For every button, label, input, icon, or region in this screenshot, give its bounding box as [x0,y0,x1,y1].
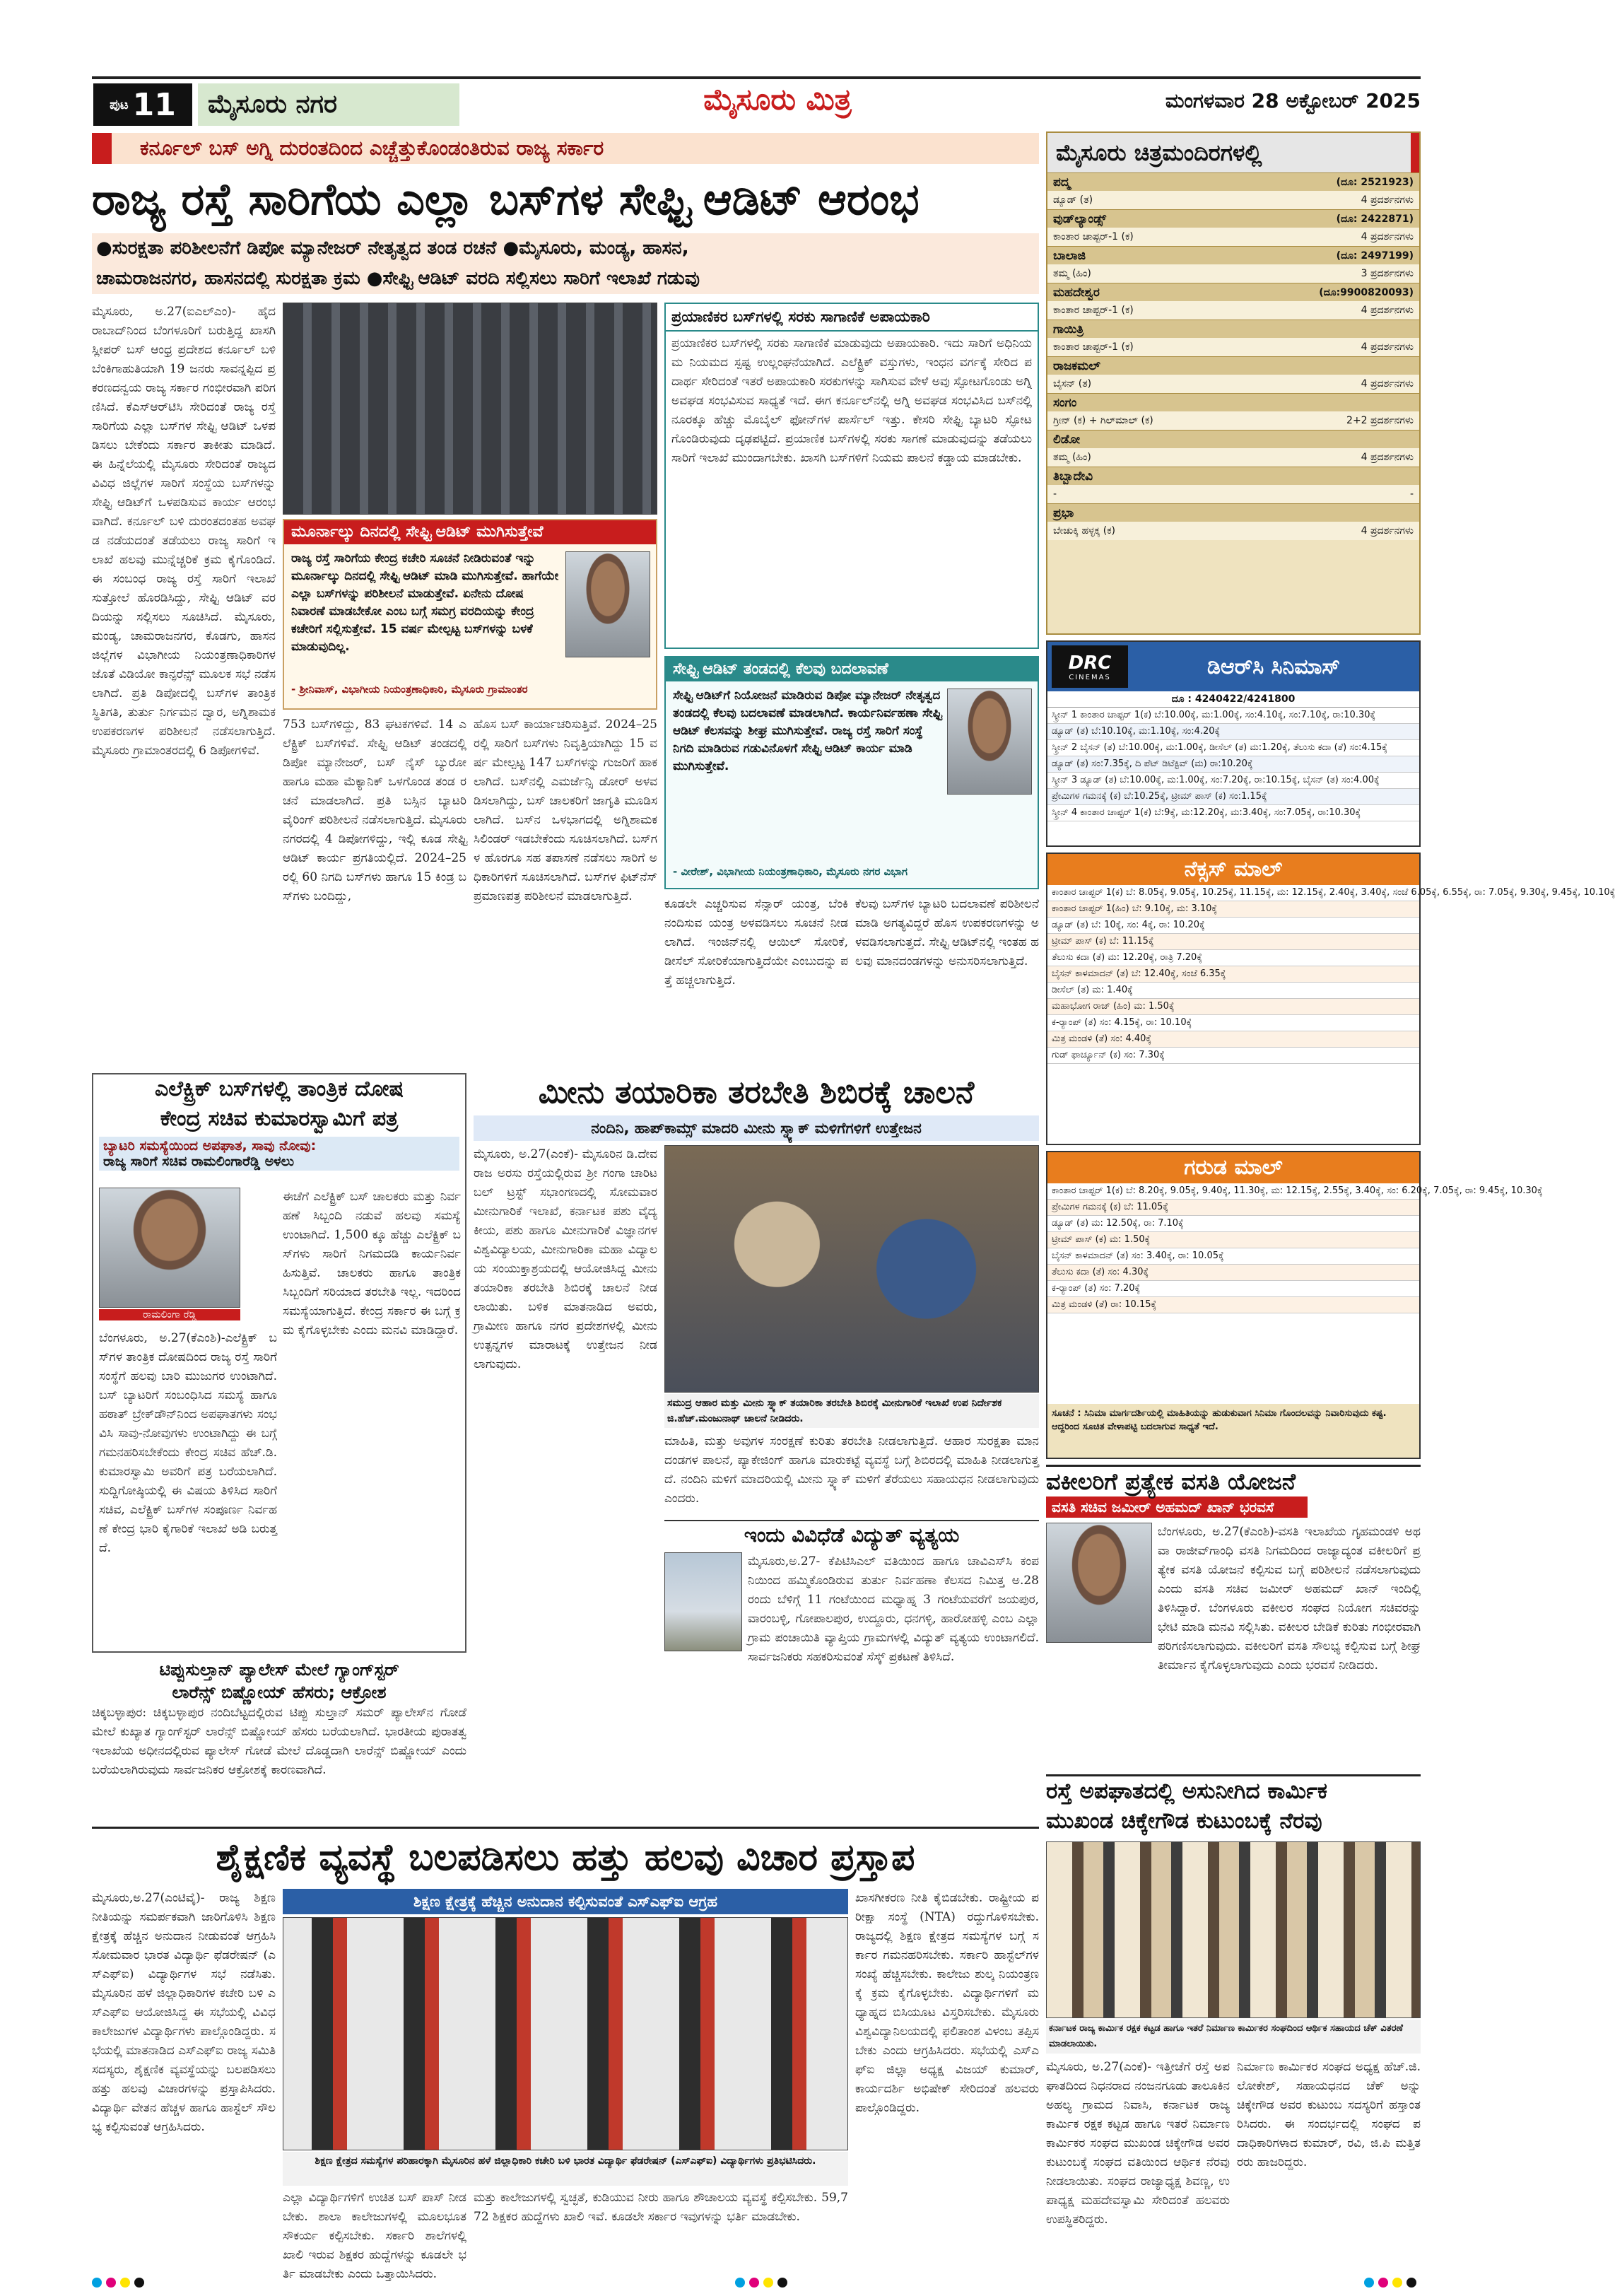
hostel-text: ಬೆಂಗಳೂರು, ಅ.27(ಕೆಎಂಶಿ)-ವಸತಿ ಇಲಾಖೆಯ ಗೃಹಮಂಡಳಿ ಅಥವಾ ರಾಜೀವ್‌ಗಾಂಧಿ ವಸತಿ ನಿಗಮದಿಂದ ರಾಜ್ಯಾದ್ಯಂತ ವಕೀಲರಿಗೆ ಪ್ರತ್ಯೇಕ ವಸತಿ ಯೋಜನೆ ಕಲ್ಪಿಸುವ ಬಗ್ಗೆ ಪರಿಶೀಲನೆ ನಡೆಸಲಾಗುವುದು ಎಂದು ವಸತಿ ಸಚಿವ ಜಮೀರ್ ಅಹಮದ್ ಖಾನ್ ಇಂದಿಲ್ಲಿ ತಿಳಿಸಿದ್ದಾರೆ. ಬೆಂಗಳೂರು ವಕೀಲರ ಸಂಘದ ನಿಯೋಗ ಸಚಿವರನ್ನು ಭೇಟಿ ಮಾಡಿ ಮನವಿ ಸಲ್ಲಿಸಿತು. ವಕೀಲರ ಬೇಡಿಕೆ ಕುರಿತು ಗಂಭೀರವಾಗಿ ಪರಿಗಣಿಸಲಾಗುವುದು. ವಕೀಲರಿಗೆ ವಸತಿ ಸೌಲಭ್ಯ ಕಲ್ಪಿಸುವ ಬಗ್ಗೆ ಶೀಘ್ರ ತೀರ್ಮಾನ ಕೈಗೊಳ್ಳಲಾಗುವುದು ಎಂದು ಭರವಸೆ ನೀಡಿದರು. [1158,1525,1421,1673]
showtime-row: ಸ್ಕ್ರೀನ್ 2 ಬೈಸನ್ (ತ) ಬೆ:10.00ಕ್ಕೆ, ಮ:1.00ಕ್ಕೆ, ಡೀಸೆಲ್ (ತ) ಮ:1.20ಕ್ಕೆ, ತೆಲುಸು ಕದಾ (ತೆ) ಸಂ:4.15ಕ್ಕೆ [1047,740,1419,756]
theatre-name [1047,209,1419,228]
power-pole-photo [664,1552,742,1651]
registration-dot [1378,2278,1388,2288]
garuda-note: ಸೂಚನೆ : ಸಿನಿಮಾ ಮಾರ್ಗದರ್ಶಿಯಲ್ಲಿ ಮಾಹಿತಿಯನ್ನು ಹುಡುಕುವಾಗ ಸಿನಿಮಾ ಗೊಂದಲವನ್ನು ನಿವಾರಿಸುವುದು ಕಷ್ಟ. ಆದ್ದರಿಂದ ಸೂಚಿತ ವೇಳಾಪಟ್ಟಿ ಬದಲಾಗುವ ಸಾಧ್ಯತೆ ಇದೆ. [1047,1404,1419,1458]
film-row [1047,375,1419,393]
film-shows: 4 ಪ್ರದರ್ಶನಗಳು [1361,525,1414,537]
theatre-name [1047,283,1419,301]
nexus-title: ನೆಕ್ಸಸ್ ಮಾಲ್ [1047,854,1419,885]
theatre-name [1047,320,1419,338]
film-row [1047,264,1419,283]
film-shows: 4 ಪ್ರದರ್ಶನಗಳು [1361,378,1414,390]
lead-bullets-line2: ಚಾಮರಾಜನಗರ, ಹಾಸನದಲ್ಲಿ ಸುರಕ್ಷತಾ ಕ್ರಮ ●ಸೇಫ್ಟಿ ಆಡಿಟ್ ವರದಿ ಸಲ್ಲಿಸಲು ಸಾರಿಗೆ ಇಲಾಖೆ ಗಡುವು [96,268,700,289]
showtime-row: ಗುಡ್ ಫಾರ್ಚ್ಯೂನ್ (ಕ) ಸಂ: 7.30ಕ್ಕೆ [1047,1048,1419,1064]
accident-story [1046,1774,1421,2271]
film-row [1047,485,1419,503]
quote2-headline: ಸೇಫ್ಟಿ ಆಡಿಟ್ ತಂಡದಲ್ಲಿ ಕೆಲವು ಬದಲಾವಣೆ [666,657,1038,681]
showtime-row: ಮಿತ್ರ ಮಂಡಳಿ (ತೆ) ರಾ: 10.15ಕ್ಕೆ [1047,1297,1419,1313]
cinemas-header: ಮೈಸೂರು ಚಿತ್ರಮಂದಿರಗಳಲ್ಲಿ [1047,133,1419,172]
film-shows: 4 ಪ್ರದರ್ಶನಗಳು [1361,452,1414,463]
drc-logo: DRC CINEMAS [1052,645,1128,688]
quote1-headline: ಮೂರ್ನಾಲ್ಕು ದಿನದಲ್ಲಿ ಸೇಫ್ಟಿ ಆಡಿಟ್ ಮುಗಿಸುತ್ತೇವೆ [284,520,656,544]
garuda-panel [1046,1151,1543,1459]
film-row [1047,228,1419,246]
tipu-text: ಚಿಕ್ಕಬಳ್ಳಾಪುರ: ಚಿಕ್ಕಬಳ್ಳಾಪುರ ನಂದಿಬೆಟ್ಟದಲ್ಲಿರುವ ಟಿಪ್ಪು ಸುಲ್ತಾನ್ ಸಮರ್ ಪ್ಯಾಲೇಸ್‌ನ ಗೋಡೆ ಮೇಲೆ ಕುಖ್ಯಾತ ಗ್ಯಾಂಗ್‌ಸ್ಟರ್ ಲಾರೆನ್ಸ್ ಬಿಷ್ಣೋಯ್ ಹೆಸರು ಬರೆಯಲಾಗಿದೆ. ಭಾರತೀಯ ಪುರಾತತ್ವ ಇಲಾಖೆಯ ಅಧೀನದಲ್ಲಿರುವ ಪ್ಯಾಲೇಸ್ ಗೋಡೆ ಮೇಲೆ ದೊಡ್ಡದಾಗಿ ಲಾರೆನ್ಸ್ ಬಿಷ್ಣೋಯ್ ಎಂದು ಬರೆಯಲಾಗಿರುವುದು ಸಾರ್ವಜನಿಕರ ಆಕ್ರೋಶಕ್ಕೆ ಕಾರಣವಾಗಿದೆ. [92,1706,466,1777]
accident-col1: ಮೈಸೂರು, ಅ.27(ಎಂಕೆ)- ಇತ್ತೀಚೆಗೆ ರಸ್ತೆ ಅಪಘಾತದಿಂದ ನಿಧನರಾದ ನಂಜನಗೂಡು ತಾಲೂಕಿನ ಅಹಲ್ಯ ಗ್ರಾಮದ ನಿವಾಸಿ, ಕರ್ನಾಟಕ ರಾಜ್ಯ ಕಾರ್ಮಿಕ ರಕ್ಷಕ ಕಟ್ಟಡ ಹಾಗೂ ಇತರೆ ನಿರ್ಮಾಣ ಕಾರ್ಮಿಕರ ಸಂಘದ ಮುಖಂಡ ಚಿಕ್ಕೇಗೌಡ ಅವರ ಕುಟುಂಬಕ್ಕೆ ಸಂಘದ ವತಿಯಿಂದ ಆರ್ಥಿಕ ನೆರವು ನೀಡಲಾಯಿತು. ಸಂಘದ ರಾಜ್ಯಾಧ್ಯಕ್ಷ ಶಿವಣ್ಣ, ಉಪಾಧ್ಯಕ್ಷ ಮಹದೇವಸ್ವಾಮಿ ಸೇರಿದಂತೆ ಹಲವರು ಉಪಸ್ಥಿತರಿದ್ದರು. [1046,2060,1230,2227]
theatre-phone: (ದೂ:9900820093) [1319,286,1414,298]
accident-col2: ನಿರ್ಮಾಣ ಕಾರ್ಮಿಕರ ಸಂಘದ ಅಧ್ಯಕ್ಷ ಹೆಚ್.ಜಿ.ಲೋಕೇಶ್, ಸಹಾಯಧನದ ಚೆಕ್ ಅನ್ನು ಚಿಕ್ಕೇಗೌಡ ಅವರ ಕುಟುಂಬ ಸದಸ್ಯರಿಗೆ ಹಸ್ತಾಂತರಿಸಿದರು. ಈ ಸಂದರ್ಭದಲ್ಲಿ ಸಂಘದ ಪದಾಧಿಕಾರಿಗಳಾದ ಕುಮಾರ್, ರವಿ, ಜಿ.ಪಿ ಮತ್ತಿತರರು ಹಾಜರಿದ್ದರು. [1237,2060,1421,2169]
drc-title: ಡಿಆರ್‌ಸಿ ಸಿನಿಮಾಸ್ [1206,654,1341,679]
electric-headline1: ಎಲೆಕ್ಟ್ರಿಕ್ ಬಸ್‌ಗಳಲ್ಲಿ ತಾಂತ್ರಿಕ ದೋಷ [155,1077,404,1101]
showtime-row: ಬೈಸನ್ ಕಾಳಮಾದನ್ (ತ) ಸಂ: 3.40ಕ್ಕೆ, ರಾ: 10.05ಕ್ಕೆ [1047,1248,1419,1265]
edu-subhead: ಶಿಕ್ಷಣ ಕ್ಷೇತ್ರಕ್ಕೆ ಹೆಚ್ಚಿನ ಅನುದಾನ ಕಲ್ಪಿಸುವಂತೆ ಎಸ್‌ಎಫ್‌ಐ ಆಗ್ರಹ [283,1889,848,1914]
quote1-text: ರಾಜ್ಯ ರಸ್ತೆ ಸಾರಿಗೆಯ ಕೇಂದ್ರ ಕಚೇರಿ ಸೂಚನೆ ನೀಡಿರುವಂತೆ ಇನ್ನು ಮೂರ್ನಾಲ್ಕು ದಿನದಲ್ಲಿ ಸೇಫ್ಟಿ ಆಡಿಟ್ ಮಾಡಿ ಮುಗಿಸುತ್ತೇವೆ. ಹಾಗೆಯೇ ಎಲ್ಲಾ ಬಸ್‌ಗಳನ್ನು ಪರಿಶೀಲನೆ ಮಾಡುತ್ತೇವೆ. ಏನೇನು ದೋಷ ನಿವಾರಣೆ ಮಾಡಬೇಕೋ ಎಂಬ ಬಗ್ಗೆ ಸಮಗ್ರ ವರದಿಯನ್ನು ಕೇಂದ್ರ ಕಚೇರಿಗೆ ಸಲ್ಲಿಸುತ್ತೇವೆ. 15 ವರ್ಷ ಮೇಲ್ಪಟ್ಟ ಬಸ್‌ಗಳನ್ನು ಬಳಕೆ ಮಾಡುವುದಿಲ್ಲ. [291,551,559,654]
edu-col1: ಮೈಸೂರು,ಅ.27(ಎಂಟಿವೈ)- ರಾಜ್ಯ ಶಿಕ್ಷಣ ನೀತಿಯನ್ನು ಸಮರ್ಪಕವಾಗಿ ಜಾರಿಗೊಳಿಸಿ ಶಿಕ್ಷಣ ಕ್ಷೇತ್ರಕ್ಕೆ ಹೆಚ್ಚಿನ ಅನುದಾನ ನೀಡುವಂತೆ ಆಗ್ರಹಿಸಿ ಸೋಮವಾರ ಭಾರತ ವಿದ್ಯಾರ್ಥಿ ಫೆಡರೇಷನ್ (ಎಸ್‌ಎಫ್‌ಐ) ವಿದ್ಯಾರ್ಥಿಗಳ ಸಭೆ ನಡೆಸಿತು. ಮೈಸೂರಿನ ಹಳೆ ಜಿಲ್ಲಾಧಿಕಾರಿಗಳ ಕಚೇರಿ ಬಳಿ ಎಸ್‌ಎಫ್‌ಐ ಆಯೋಜಿಸಿದ್ದ ಈ ಸಭೆಯಲ್ಲಿ ವಿವಿಧ ಕಾಲೇಜುಗಳ ವಿದ್ಯಾರ್ಥಿಗಳು ಪಾಲ್ಗೊಂಡಿದ್ದರು. ಸಭೆಯಲ್ಲಿ ಮಾತನಾಡಿದ ಎಸ್‌ಎಫ್‌ಐ ರಾಜ್ಯ ಸಮಿತಿ ಸದಸ್ಯರು, ಶೈಕ್ಷಣಿಕ ವ್ಯವಸ್ಥೆಯನ್ನು ಬಲಪಡಿಸಲು ಹತ್ತು ಹಲವು ವಿಚಾರಗಳನ್ನು ಪ್ರಸ್ತಾಪಿಸಿದರು. ವಿದ್ಯಾರ್ಥಿ ವೇತನ ಹೆಚ್ಚಳ ಹಾಗೂ ಹಾಸ್ಟೆಲ್ ಸೌಲಭ್ಯ ಕಲ್ಪಿಸುವಂತೆ ಆಗ್ರಹಿಸಿದರು. [92,1891,276,2134]
theatre-name [1047,246,1419,264]
registration-dots-left [92,2278,144,2288]
paper-name: ಮೈಸೂರು ಮಿತ್ರ [703,82,852,117]
film-row [1047,301,1419,320]
garuda-schedule [1047,1183,1543,1313]
fish-subhead: ನಂದಿನಿ, ಹಾಪ್‌ಕಾಮ್ಸ್ ಮಾದರಿ ಮೀನು ಸ್ನ್ಯಾಕ್ ಮಳಿಗೆಗಳಿಗೆ ಉತ್ತೇಜನ [474,1115,1039,1141]
accident-headline1: ರಸ್ತೆ ಅಪಘಾತದಲ್ಲಿ ಅಸುನೀಗಿದ ಕಾರ್ಮಿಕ [1046,1779,1327,1804]
lead-col2: 753 ಬಸ್‌ಗಳಿದ್ದು, 83 ಘಟಕಗಳಿವೆ. 14 ಎಲೆಕ್ಟ್ರಿಕ್ ಬಸ್‌ಗಳಿವೆ. ಸೇಫ್ಟಿ ಆಡಿಟ್ ತಂಡದಲ್ಲಿ ಡಿಪೋ ಮ್ಯಾನೇಜರ್, ಬಸ್ ನೈಸ್ ಬ್ಯುರೋ ಹಾಗೂ ಮಹಾ ಮೆಕ್ಯಾನಿಕ್ ಒಳಗೊಂಡ ತಂಡ ರಚನೆ ಮಾಡಲಾಗಿದೆ. ಪ್ರತಿ ಬಸ್ಸಿನ ಬ್ಯಾಟರಿ ವೈರಿಂಗ್ ಪರಿಶೀಲನೆ ನಡೆಸಲಾಗುತ್ತಿದೆ. ಮೈಸೂರು ನಗರದಲ್ಲಿ 4 ಡಿಪೋಗಳಿದ್ದು, ಇಲ್ಲಿ ಕೂಡ ಸೇಫ್ಟಿ ಆಡಿಟ್ ಕಾರ್ಯ ಪ್ರಗತಿಯಲ್ಲಿದೆ. 2024–25 ರಲ್ಲಿ 60 ನಿಗದಿ ಬಸ್‌ಗಳು ಹಾಗೂ 15 ಕಿಂಡ್ರ ಬಸ್‌ಗಳು ಬಂದಿದ್ದು, [283,718,466,903]
theatre-phone: (ದೂ: 2422871) [1336,213,1414,225]
lead-col3: ಹೊಸ ಬಸ್ ಕಾರ್ಯಾಚರಿಸುತ್ತಿವೆ. 2024–25 ರಲ್ಲಿ ಸಾರಿಗೆ ಬಸ್‌ಗಳು ನಿವೃತ್ತಿಯಾಗಿದ್ದು 15 ವರ್ಷ ಮೇಲ್ಪಟ್ಟ 147 ಬಸ್‌ಗಳನ್ನು ಗುಜರಿಗೆ ಹಾಕಲಾಗಿದೆ. ಬಸ್‌ನಲ್ಲಿ ಎಮರ್ಜೆನ್ಸಿ ಡೋರ್ ಅಳವಡಿಸಲಾಗಿದ್ದು, ಬಸ್ ಚಾಲಕರಿಗೆ ಜಾಗೃತಿ ಮೂಡಿಸಲಾಗಿದೆ. ಬಸ್‌ನ ಒಳಭಾಗದಲ್ಲಿ ಅಗ್ನಿಶಾಮಕ ಸಿಲಿಂಡರ್ ಇಡಬೇಕೆಂದು ಸೂಚಿಸಲಾಗಿದೆ. ಬಸ್‌ಗಳ ಹೊರಗೂ ಸಹ ತಪಾಸಣೆ ನಡೆಸಲು ಸಾರಿಗೆ ಅಧಿಕಾರಿಗಳಿಗೆ ಸೂಚಿಸಲಾಗಿದೆ. ಬಸ್‌ಗಳ ಫಿಟ್‌ನೆಸ್ ಪ್ರಮಾಣಪತ್ರ ಪರಿಶೀಲನೆ ಮಾಡಲಾಗುತ್ತಿದೆ. [474,718,657,903]
film-shows: 4 ಪ್ರದರ್ಶನಗಳು [1361,194,1414,206]
theatre-phone: (ದೂ: 2497199) [1336,250,1414,262]
film-row [1047,191,1419,209]
showtime-row: ಸ್ಕ್ರೀನ್ 4 ಕಾಂತಾರ ಚಾಪ್ಟರ್ 1(ಕ) ಬೆ:9ಕ್ಕೆ, ಮ:12.20ಕ್ಕೆ, ಮ:3.40ಕ್ಕೆ, ಸಂ:7.05ಕ್ಕೆ, ರಾ:10.30ಕ್ಕೆ [1047,805,1419,821]
electric-col1: ಬೆಂಗಳೂರು, ಅ.27(ಕೆಎಂಶಿ)-ಎಲೆಕ್ಟ್ರಿಕ್ ಬಸ್‌ಗಳ ತಾಂತ್ರಿಕ ದೋಷದಿಂದ ರಾಜ್ಯ ರಸ್ತೆ ಸಾರಿಗೆ ಸಂಸ್ಥೆಗೆ ಹಲವು ಬಾರಿ ಮುಜುಗರ ಉಂಟಾಗಿದೆ. ಬಸ್ ಬ್ಯಾಟರಿಗೆ ಸಂಬಂಧಿಸಿದ ಸಮಸ್ಯೆ ಹಾಗೂ ಹಠಾತ್ ಬ್ರೇಕ್‌ಡೌನ್‌ನಿಂದ ಅಪಘಾತಗಳು ಸಂಭವಿಸಿ ಸಾವು-ನೋವುಗಳು ಉಂಟಾಗಿದ್ದು ಈ ಬಗ್ಗೆ ಗಮನಹರಿಸಬೇಕೆಂದು ಕೇಂದ್ರ ಸಚಿವ ಹೆಚ್.ಡಿ. ಕುಮಾರಸ್ವಾಮಿ ಅವರಿಗೆ ಪತ್ರ ಬರೆಯಲಾಗಿದೆ. ಸುದ್ದಿಗೋಷ್ಠಿಯಲ್ಲಿ ಈ ವಿಷಯ ತಿಳಿಸಿದ ಸಾರಿಗೆ ಸಚಿವ, ಎಲೆಕ್ಟ್ರಿಕ್ ಬಸ್‌ಗಳ ಸಂಪೂರ್ಣ ನಿರ್ವಹಣೆ ಕೇಂದ್ರ ಭಾರಿ ಕೈಗಾರಿಕೆ ಇಲಾಖೆ ಅಡಿ ಬರುತ್ತದೆ. [99,1331,277,1555]
theatre-title: ವುಡ್‌ಲ್ಯಾಂಡ್ಸ್ [1053,211,1107,226]
theatre-title: ಬಾಲಾಜಿ [1053,248,1086,263]
film-title: ಬೈಸನ್ (ತ) [1053,378,1092,390]
cinemas-panel [1046,131,1421,635]
electric-headline2: ಕೇಂದ್ರ ಸಚಿವ ಕುಮಾರಸ್ವಾಮಿಗೆ ಪತ್ರ [160,1106,399,1131]
registration-dot [106,2278,116,2288]
theatre-title: ಗಾಯಿತ್ರಿ [1053,322,1084,336]
showtime-row: ಕಾಂತಾರ ಚಾಪ್ಟರ್ 1(ಕ) ಬೆ: 8.05ಕ್ಕೆ, 9.05ಕ್ಕೆ, 10.25ಕ್ಕೆ, 11.15ಕ್ಕೆ, ಮ: 12.15ಕ್ಕೆ, 2.40ಕ್ಕೆ, 3.40ಕ್ಕೆ, ಸಂಜೆ 6.05ಕ್ಕೆ, 6.55ಕ್ಕೆ, ರಾ: 7.05ಕ್ಕೆ, 9.30ಕ್ಕೆ, 9.45ಕ್ಕೆ, 10.10ಕ್ಕೆ [1047,885,1419,901]
registration-dot [735,2278,745,2288]
showtime-row: ಮಿತ್ರ ಮಂಡಳಿ (ತೆ) ಸಂ: 4.40ಕ್ಕೆ [1047,1031,1419,1048]
showtime-row: ಸ್ಕ್ರೀನ್ 3 ಡ್ಯೂಡ್ (ತ) ಬೆ:10.00ಕ್ಕೆ, ಮ:1.00ಕ್ಕೆ, ಸಂ:7.20ಕ್ಕೆ, ರಾ:10.15ಕ್ಕೆ, ಬೈಸನ್ (ತ) ಸಂ:4.00ಕ್ಕೆ [1047,773,1419,789]
theatre-title: ಮಹದೇಶ್ವರ [1053,285,1100,300]
edu-caption: ಶಿಕ್ಷಣ ಕ್ಷೇತ್ರದ ಸಮಸ್ಯೆಗಳ ಪರಿಹಾರಕ್ಕಾಗಿ ಮೈಸೂರಿನ ಹಳೆ ಜಿಲ್ಲಾಧಿಕಾರಿ ಕಚೇರಿ ಬಳಿ ಭಾರತ ವಿದ್ಯಾರ್ಥಿ ಫೆಡರೇಷನ್ (ಎಸ್‌ಎಫ್‌ಐ) ವಿದ್ಯಾರ್ಥಿಗಳು ಪ್ರತಿಭಟಿಸಿದರು. [283,2152,848,2186]
lead-bullets [92,233,1039,294]
registration-dot [763,2278,773,2288]
showtime-row: ಬೈಸನ್ ಕಾಳಮಾದನ್ (ತ) ಬೆ: 12.40ಕ್ಕೆ, ಸಂಜೆ 6.35ಕ್ಕೆ [1047,966,1419,983]
showtime-row: ಟ್ರೀಮ್ ಪಾಸ್ (ಕ) ಮ: 1.50ಕ್ಕೆ [1047,1232,1419,1248]
zameer-photo [1046,1523,1152,1643]
fish-col1: ಮೈಸೂರು, ಅ.27(ಎಂಕೆ)- ಮೈಸೂರಿನ ಡಿ.ದೇವರಾಜ ಅರಸು ರಸ್ತೆಯಲ್ಲಿರುವ ಶ್ರೀ ಗಂಗಾ ಚಾರಿಟಬಲ್ ಟ್ರಸ್ಟ್ ಸಭಾಂಗಣದಲ್ಲಿ ಸೋಮವಾರ ಮೀನುಗಾರಿಕೆ ಇಲಾಖೆ, ಕರ್ನಾಟಕ ಪಶು ವೈದ್ಯಕೀಯ, ಪಶು ಹಾಗೂ ಮೀನುಗಾರಿಕೆ ವಿಜ್ಞಾನಗಳ ವಿಶ್ವವಿದ್ಯಾಲಯ, ಮೀನುಗಾರಿಕಾ ಮಹಾ ವಿದ್ಯಾಲಯ ಸಂಯುಕ್ತಾಶ್ರಯದಲ್ಲಿ ಆಯೋಜಿಸಿದ್ದ ಮೀನು ತಯಾರಿಕಾ ತರಬೇತಿ ಶಿಬಿರಕ್ಕೆ ಚಾಲನೆ ನೀಡಲಾಯಿತು. ಬಳಿಕ ಮಾತನಾಡಿದ ಅವರು, ಗ್ರಾಮೀಣ ಹಾಗೂ ನಗರ ಪ್ರದೇಶಗಳಲ್ಲಿ ಮೀನು ಉತ್ಪನ್ನಗಳ ಮಾರಾಟಕ್ಕೆ ಉತ್ತೇಜನ ನೀಡಲಾಗುವುದು. [474,1147,657,1371]
tipu-headline1: ಟಿಪ್ಪುಸುಲ್ತಾನ್ ಪ್ಯಾಲೇಸ್ ಮೇಲೆ ಗ್ಯಾಂಗ್‌ಸ್ಟರ್ [159,1660,399,1680]
showtime-row: ಕ-ರ್‍ಯಾಂಪ್ (ತ) ಸಂ: 7.20ಕ್ಕೆ [1047,1281,1419,1297]
private-bus-text: ಪ್ರಯಾಣಿಕರ ಬಸ್‌ಗಳಲ್ಲಿ ಸರಕು ಸಾಗಾಣಿಕೆ ಮಾಡುವುದು ಅಪಾಯಕಾರಿ. ಇದು ಸಾರಿಗೆ ಅಧಿನಿಯಮ ನಿಯಮದ ಸ್ಪಷ್ಟ ಉಲ್ಲಂಘನೆಯಾಗಿದೆ. ಎಲೆಕ್ಟ್ರಿಕ್ ವಸ್ತುಗಳು, ಇಂಧನ ವರ್ಗಕ್ಕೆ ಸೇರಿದ ಪದಾರ್ಥ ಸೇರಿದಂತೆ ಇತರೆ ಅಪಾಯಕಾರಿ ಸರಕುಗಳನ್ನು ಸಾಗಿಸುವ ವೇಳೆ ಅವು ಸ್ಫೋಟಗೊಂಡು ಅಗ್ನಿ ಅವಘಡ ಸಂಭವಿಸುವ ಸಾಧ್ಯತೆ ಇದೆ. ಈಗ ಕರ್ನೂಲ್‌ನಲ್ಲಿ ಅಗ್ನಿ ಅವಘಡ ಸಂಭವಿಸಿದ ಬಸ್‌ನಲ್ಲಿ ನೂರಕ್ಕೂ ಹೆಚ್ಚು ಮೊಬೈಲ್ ಫೋನ್‌ಗಳ ಪಾರ್ಸೆಲ್ ಇತ್ತು. ಕೇಸರಿ ಸೇಫ್ಟಿ ಬ್ಯಾಟರಿ ಸ್ಫೋಟಗೊಂಡಿರುವುದು ದೃಢಪಟ್ಟಿದೆ. ಪ್ರಯಾಣಿಕ ಬಸ್‌ಗಳಲ್ಲಿ ಸರಕು ಸಾಗಣೆ ಮಾಡುವುದನ್ನು ತಡೆಯಲು ಸಾರಿಗೆ ಇಲಾಖೆ ಮುಂದಾಗಬೇಕು. ಖಾಸಗಿ ಬಸ್‌ಗಳಿಗೆ ನಿಯಮ ಪಾಲನೆ ಕಡ್ಡಾಯ ಮಾಡಬೇಕು. [671,336,1032,465]
film-row [1047,448,1419,467]
film-shows: 2+2 ಪ್ರದರ್ಶನಗಳು [1346,415,1414,426]
showtime-row: ಕಾಂತಾರ ಚಾಪ್ಟರ್ 1(ಹಿಂ) ಬೆ: 9.10ಕ್ಕೆ, ಮ: 3.10ಕ್ಕೆ [1047,901,1419,918]
section-name: ಮೈಸೂರು ನಗರ [198,83,459,126]
private-bus-headline: ಪ್ರಯಾಣಿಕರ ಬಸ್‌ಗಳಲ್ಲಿ ಸರಕು ಸಾಗಾಣಿಕೆ ಅಪಾಯಕಾರಿ [666,304,1038,332]
hostel-subhead: ವಸತಿ ಸಚಿವ ಜಮೀರ್ ಅಹಮದ್ ಖಾನ್ ಭರವಸೆ [1046,1496,1308,1518]
electric-story [92,1073,466,1653]
showtime-row: ಟ್ರೀಮ್ ಪಾಸ್ (ಕ) ಬೆ: 11.15ಕ್ಕೆ [1047,934,1419,950]
edu-headline: ಶೈಕ್ಷಣಿಕ ವ್ಯವಸ್ಥೆ ಬಲಪಡಿಸಲು ಹತ್ತು ಹಲವು ವಿಚಾರ ಪ್ರಸ್ತಾಪ [216,1837,915,1879]
showtime-row: ಡ್ಯೂಡ್ (ತ) ಮ: 12.50ಕ್ಕೆ, ರಾ: 7.10ಕ್ಕೆ [1047,1216,1419,1232]
lead-headline: ರಾಜ್ಯ ರಸ್ತೆ ಸಾರಿಗೆಯ ಎಲ್ಲಾ ಬಸ್‌ಗಳ ಸೇಫ್ಟಿ ಆಡಿಟ್ ಆರಂಭ [92,173,920,225]
fish-training-photo [664,1145,1039,1393]
sfi-protest-photo [283,1917,848,2150]
theatre-title: ರಾಜಕಮಲ್ [1053,358,1100,373]
film-row [1047,522,1419,540]
film-title: ಕಾಂತಾರ ಚಾಪ್ಟರ್-1 (ಕ) [1053,341,1134,353]
quote2-byline: - ವೀರೇಶ್, ವಿಭಾಗೀಯ ನಿಯಂತ್ರಣಾಧಿಕಾರಿ, ಮೈಸೂರು ನಗರ ವಿಭಾಗ [673,865,908,878]
registration-dots-center [735,2278,787,2288]
showtime-row: ತೆಲುಸು ಕದಾ (ತೆ) ಸಂ: 4.30ಕ್ಕೆ [1047,1265,1419,1281]
drc-phone: ದೂ : 4240422/4241800 [1047,691,1419,708]
theatre-title: ಸಂಗಂ [1053,395,1077,410]
lead-kicker-bar [92,133,1039,164]
theatre-name [1047,503,1419,522]
registration-dot [134,2278,144,2288]
registration-dot [1406,2278,1416,2288]
veeresh-photo [947,689,1032,795]
film-title: - [1053,488,1057,500]
film-shows: - [1409,488,1414,500]
showtime-row: ಡ್ಯೂಡ್ (ತ) ಬೆ: 10ಕ್ಕೆ, ಸಂ: 4ಕ್ಕೆ, ರಾ: 10.20ಕ್ಕೆ [1047,918,1419,934]
theatre-name [1047,467,1419,485]
showtime-row: ಕಾಂತಾರ ಚಾಪ್ಟರ್ 1(ಕ) ಬೆ: 8.20ಕ್ಕೆ, 9.05ಕ್ಕೆ, 9.40ಕ್ಕೆ, 11.30ಕ್ಕೆ, ಮ: 12.15ಕ್ಕೆ, 2.55ಕ್ಕೆ, 3.40ಕ್ಕೆ, ಸಂ: 6.20ಕ್ಕೆ, 7.05ಕ್ಕೆ, ರಾ: 9.45ಕ್ಕೆ, 10.30ಕ್ಕೆ [1047,1183,1419,1200]
ramalinga-reddy-photo [99,1188,240,1308]
showtime-row: ಪ್ರೇಮಿಗಳ ಗಮನಕ್ಕೆ (ಕ) ಬೆ:10.25ಕ್ಕೆ, ಟ್ರೀಮ್ ಪಾಸ್ (ಕ) ಸಂ:1.15ಕ್ಕೆ [1047,789,1419,805]
drc-panel [1046,640,1421,847]
masthead-rule [92,76,1421,79]
film-title: ಕಾಂತಾರ ಚಾಪ್ಟರ್-1 (ಕ) [1053,231,1134,242]
accident-headline2: ಮುಖಂಡ ಚಿಕ್ಕೇಗೌಡ ಕುಟುಂಬಕ್ಕೆ ನೆರವು [1046,1808,1322,1834]
nexus-schedule [1047,885,1615,1064]
cheque-handover-photo [1046,1841,1421,2018]
quote2-box [664,656,1039,889]
showtime-row: ಪ್ರೇಮಿಗಳ ಗಮನಕ್ಕೆ (ಕ) ಬೆ: 11.05ಕ್ಕೆ [1047,1200,1419,1216]
showtime-row: ಸ್ಕ್ರೀನ್ 1 ಕಾಂತಾರ ಚಾಪ್ಟರ್ 1(ಕ) ಬೆ:10.00ಕ್ಕೆ, ಮ:1.00ಕ್ಕೆ, ಸಂ:4.10ಕ್ಕೆ, ಸಂ:7.10ಕ್ಕೆ, ರಾ:10.30ಕ್ಕೆ [1047,708,1419,724]
tipu-headline2: ಲಾರೆನ್ಸ್ ಬಿಷ್ಣೋಯ್ ಹೆಸರು; ಆಕ್ರೋಶ [172,1682,387,1702]
quote2-col-a: ಕೂಡಲೇ ಎಚ್ಚರಿಸುವ ಸೆನ್ಸಾರ್ ಯಂತ್ರ, ಬೆಂಕಿ ನಂದಿಸುವ ಯಂತ್ರ ಅಳವಡಿಸಲು ಸೂಚನೆ ನೀಡಲಾಗಿದೆ. ಇಂಜಿನ್‌ನಲ್ಲಿ ಆಯಿಲ್ ಸೋರಿಕೆ, ಡೀಸೆಲ್ ಸೋರಿಕೆಯಾಗುತ್ತಿದೆಯೇ ಎಂಬುದನ್ನು ಪತ್ತೆ ಹಚ್ಚಲಾಗುತ್ತಿದೆ. [664,897,848,988]
srinivas-photo [565,551,650,657]
nexus-panel [1046,853,1615,1145]
film-title: ಗ್ರೀನ್ (ಕ) + ಗಿಲ್‌ಮಾಲ್ (ಕ) [1053,415,1153,426]
tipu-story [92,1658,466,1821]
fish-headline: ಮೀನು ತಯಾರಿಕಾ ತರಬೇತಿ ಶಿಬಿರಕ್ಕೆ ಚಾಲನೆ [538,1074,975,1111]
ramalinga-reddy-caption: ರಾಮಲಿಂಗಾ ರೆಡ್ಡಿ [99,1309,240,1320]
showtime-row: ಡ್ಯೂಡ್ (ತ) ಸಂ:7.35ಕ್ಕೆ, ದಿ ಪೆಟ್ ಡಿಟೆಕ್ಟಿವ್ (ಮ) ರಾ:10.20ಕ್ಕೆ [1047,756,1419,773]
power-headline: ಇಂದು ವಿವಿಧೆಡೆ ವಿದ್ಯುತ್ ವ್ಯತ್ಯಯ [744,1523,960,1547]
film-shows: 4 ಪ್ರದರ್ಶನಗಳು [1361,231,1414,242]
showtime-row: ತೆಲುಸು ಕದಾ (ತೆ) ಮ: 12.20ಕ್ಕೆ, ರಾತ್ರಿ 7.20ಕ್ಕೆ [1047,950,1419,966]
theatre-name [1047,393,1419,411]
power-text: ಮೈಸೂರು,ಅ.27- ಕೆಪಿಟಿಸಿಎಲ್ ವತಿಯಿಂದ ಹಾಗೂ ಚಾವಿಎಸ್‌ಸಿ ಕಂಪನಿಯಿಂದ ಹಮ್ಮಿಕೊಂಡಿರುವ ತುರ್ತು ನಿರ್ವಹಣಾ ಕೆಲಸದ ನಿಮಿತ್ತ ಅ.28 ರಂದು ಬೆಳಿಗ್ಗೆ 11 ಗಂಟೆಯಿಂದ ಮಧ್ಯಾಹ್ನ 3 ಗಂಟೆಯವರೆಗೆ ಜಯಪುರ, ವಾರಂಬಳ್ಳಿ, ಗೋಪಾಲಪುರ, ಉದ್ದೂರು, ಧನಗಳ್ಳಿ, ಹಾರೋಹಳ್ಳಿ ಎಂಬ ಎಲ್ಲಾ ಗ್ರಾಮ ಪಂಚಾಯಿತಿ ವ್ಯಾಪ್ತಿಯ ಗ್ರಾಮಗಳಲ್ಲಿ ವಿದ್ಯುತ್ ವ್ಯತ್ಯಯ ಉಂಟಾಗಲಿದೆ. ಸಾರ್ವಜನಿಕರು ಸಹಕರಿಸುವಂತೆ ಸೆಸ್ಕ್ ಪ್ರಕಟಣೆ ತಿಳಿಸಿದೆ. [748,1554,1039,1664]
electric-col2: ಈಚೆಗೆ ಎಲೆಕ್ಟ್ರಿಕ್ ಬಸ್ ಚಾಲಕರು ಮತ್ತು ನಿರ್ವಹಣೆ ಸಿಬ್ಬಂದಿ ನಡುವೆ ಹಲವು ಸಮಸ್ಯೆ ಉಂಟಾಗಿದೆ. 1,500 ಕ್ಕೂ ಹೆಚ್ಚು ಎಲೆಕ್ಟ್ರಿಕ್ ಬಸ್‌ಗಳು ಸಾರಿಗೆ ನಿಗಮದಡಿ ಕಾರ್ಯನಿರ್ವಹಿಸುತ್ತಿವೆ. ಚಾಲಕರು ಹಾಗೂ ತಾಂತ್ರಿಕ ಸಿಬ್ಬಂದಿಗೆ ಸರಿಯಾದ ತರಬೇತಿ ಇಲ್ಲ. ಇದರಿಂದ ಸಮಸ್ಯೆಯಾಗುತ್ತಿದೆ. ಕೇಂದ್ರ ಸರ್ಕಾರ ಈ ಬಗ್ಗೆ ಕ್ರಮ ಕೈಗೊಳ್ಳಬೇಕು ಎಂದು ಮನವಿ ಮಾಡಿದ್ದಾರೆ. [283,1190,461,1337]
edu-col2: ಎಲ್ಲಾ ವಿದ್ಯಾರ್ಥಿಗಳಿಗೆ ಉಚಿತ ಬಸ್ ಪಾಸ್ ನೀಡಬೇಕು. ಶಾಲಾ ಕಾಲೇಜುಗಳಲ್ಲಿ ಮೂಲಭೂತ ಸೌಕರ್ಯ ಕಲ್ಪಿಸಬೇಕು. ಸರ್ಕಾರಿ ಶಾಲೆಗಳಲ್ಲಿ ಖಾಲಿ ಇರುವ ಶಿಕ್ಷಕರ ಹುದ್ದೆಗಳನ್ನು ಕೂಡಲೇ ಭರ್ತಿ ಮಾಡಬೇಕು ಎಂದು ಒತ್ತಾಯಿಸಿದರು. [283,2191,466,2281]
fish-col2: ಮಾಹಿತಿ, ಮತ್ತು ಅವುಗಳ ಸಂರಕ್ಷಣೆ ಕುರಿತು ತರಬೇತಿ ನೀಡಲಾಗುತ್ತಿದೆ. ಆಹಾರ ಸುರಕ್ಷತಾ ಮಾನದಂಡಗಳ ಪಾಲನೆ, ಪ್ಯಾಕೇಜಿಂಗ್ ಹಾಗೂ ಮಾರುಕಟ್ಟೆ ವ್ಯವಸ್ಥೆ ಬಗ್ಗೆ ಶಿಬಿರದಲ್ಲಿ ಮಾಹಿತಿ ನೀಡಲಾಗುತ್ತದೆ. ನಂದಿನಿ ಮಳಿಗೆ ಮಾದರಿಯಲ್ಲಿ ಮೀನು ಸ್ನ್ಯಾಕ್ ಮಳಿಗೆ ತೆರೆಯಲು ಸಹಾಯಧನ ನೀಡಲಾಗುವುದು ಎಂದರು. [664,1434,1039,1506]
private-bus-box [664,303,1039,649]
bus-inspection-photo [283,303,657,515]
issue-date: ಮಂಗಳವಾರ 28 ಅಕ್ಟೋಬರ್ 2025 [1165,89,1421,112]
electric-sub2: ರಾಜ್ಯ ಸಾರಿಗೆ ಸಚಿವ ರಾಮಲಿಂಗಾರೆಡ್ಡಿ ಅಳಲು [103,1154,294,1169]
theatre-title: ಪ್ರಭಾ [1053,505,1074,520]
garuda-title: ಗರುಡ ಮಾಲ್ [1047,1152,1419,1183]
theatre-name [1047,172,1419,191]
quote1-box [283,519,657,710]
drc-schedule [1047,708,1419,821]
page-number: 11 [132,86,176,123]
lead-col1: ಮೈಸೂರು, ಅ.27(ಐಎಲ್‌ಎಂ)- ಹೈದರಾಬಾದ್‌ನಿಂದ ಬೆಂಗಳೂರಿಗೆ ಬರುತ್ತಿದ್ದ ಖಾಸಗಿ ಸ್ಲೀಪರ್ ಬಸ್ ಆಂಧ್ರ ಪ್ರದೇಶದ ಕರ್ನೂಲ್ ಬಳಿ ಬೆಂಕಿಗಾಹುತಿಯಾಗಿ 19 ಜನರು ಸಾವನ್ನಪ್ಪಿದ ಪ್ರಕರಣದನ್ವಯ ರಾಜ್ಯ ಸರ್ಕಾರ ಗಂಭೀರವಾಗಿ ಪರಿಗಣಿಸಿದೆ. ಕೆಎಸ್‌ಆರ್‌ಟಿಸಿ ಸೇರಿದಂತೆ ರಾಜ್ಯ ರಸ್ತೆ ಸಾರಿಗೆಯ ಎಲ್ಲಾ ಬಸ್‌ಗಳ ಸೇಫ್ಟಿ ಆಡಿಟ್ ಒಳಪಡಿಸಲು ಬೇಕೆಂದು ಸರ್ಕಾರ ತಾಕೀತು ಮಾಡಿದೆ. ಈ ಹಿನ್ನೆಲೆಯಲ್ಲಿ ಮೈಸೂರು ಸೇರಿದಂತೆ ರಾಜ್ಯದ ವಿವಿಧ ಜಿಲ್ಲೆಗಳ ಸಾರಿಗೆ ಸಂಸ್ಥೆಯ ಬಸ್‌ಗಳನ್ನು ಸೇಫ್ಟಿ ಆಡಿಟ್‌ಗೆ ಒಳಪಡಿಸುವ ಕಾರ್ಯ ಆರಂಭವಾಗಿದೆ. ಕರ್ನೂಲ್ ಬಳಿ ದುರಂತದಂತಹ ಅವಘಡ ನಡೆಯದಂತೆ ತಡೆಯಲು ರಾಜ್ಯ ಸಾರಿಗೆ ಇಲಾಖೆ ಹಲವು ಮುನ್ನೆಚ್ಚರಿಕೆ ಕ್ರಮ ಕೈಗೊಂಡಿದೆ. ಈ ಸಂಬಂಧ ರಾಜ್ಯ ರಸ್ತೆ ಸಾರಿಗೆ ಇಲಾಖೆ ಸುತ್ತೋಲೆ ಹೊರಡಿಸಿದ್ದು, ಸೇಫ್ಟಿ ಆಡಿಟ್ ವರದಿಯನ್ನು ಸಲ್ಲಿಸಲು ಸೂಚಿಸಿದೆ. ಮೈಸೂರು, ಮಂಡ್ಯ, ಚಾಮರಾಜನಗರ, ಕೊಡಗು, ಹಾಸನ ಜಿಲ್ಲೆಗಳ ವಿಭಾಗೀಯ ನಿಯಂತ್ರಣಾಧಿಕಾರಿಗಳ ಜೊತೆ ವಿಡಿಯೋ ಕಾನ್ಫರೆನ್ಸ್ ಮೂಲಕ ಸಭೆ ನಡೆಸಲಾಗಿದೆ. ಪ್ರತಿ ಡಿಪೋದಲ್ಲಿ ಬಸ್‌ಗಳ ತಾಂತ್ರಿಕ ಸ್ಥಿತಿಗತಿ, ತುರ್ತು ನಿರ್ಗಮನ ದ್ವಾರ, ಅಗ್ನಿಶಾಮಕ ಉಪಕರಣಗಳ ಪರಿಶೀಲನೆ ನಡೆಸಲಾಗುತ್ತಿದೆ. ಮೈಸೂರು ಗ್ರಾಮಾಂತರದಲ್ಲಿ 6 ಡಿಪೋಗಳಿವೆ. [92,305,276,758]
theatre-name [1047,356,1419,375]
showtime-row: ಡ್ಯೂಡ್ (ತ) ಬೆ:10.10ಕ್ಕೆ, ಮ:1.10ಕ್ಕೆ, ಸಂ:4.20ಕ್ಕೆ [1047,724,1419,740]
film-shows: 3 ಪ್ರದರ್ಶನಗಳು [1361,268,1414,279]
film-title: ಕಾಂತಾರ ಚಾಪ್ಟರ್-1 (ಕ) [1053,305,1134,316]
hostel-story [1046,1465,1421,1769]
edu-col4: ಖಾಸಗೀಕರಣ ನೀತಿ ಕೈಬಿಡಬೇಕು. ರಾಷ್ಟ್ರೀಯ ಪರೀಕ್ಷಾ ಸಂಸ್ಥೆ (NTA) ರದ್ದುಗೊಳಿಸಬೇಕು. ರಾಜ್ಯದಲ್ಲಿ ಶಿಕ್ಷಣ ಕ್ಷೇತ್ರದ ಸಮಸ್ಯೆಗಳ ಬಗ್ಗೆ ಸರ್ಕಾರ ಗಮನಹರಿಸಬೇಕು. ಸರ್ಕಾರಿ ಹಾಸ್ಟೆಲ್‌ಗಳ ಸಂಖ್ಯೆ ಹೆಚ್ಚಿಸಬೇಕು. ಕಾಲೇಜು ಶುಲ್ಕ ನಿಯಂತ್ರಣಕ್ಕೆ ಕ್ರಮ ಕೈಗೊಳ್ಳಬೇಕು. ವಿದ್ಯಾರ್ಥಿಗಳಿಗೆ ಮಧ್ಯಾಹ್ನದ ಬಿಸಿಯೂಟ ವಿಸ್ತರಿಸಬೇಕು. ಮೈಸೂರು ವಿಶ್ವವಿದ್ಯಾನಿಲಯದಲ್ಲಿ ಫಲಿತಾಂಶ ವಿಳಂಬ ತಪ್ಪಿಸಬೇಕು ಎಂದು ಆಗ್ರಹಿಸಿದರು. ಸಭೆಯಲ್ಲಿ ಎಸ್‌ಎಫ್‌ಐ ಜಿಲ್ಲಾ ಅಧ್ಯಕ್ಷ ವಿಜಯ್ ಕುಮಾರ್, ಕಾರ್ಯದರ್ಶಿ ಅಭಿಷೇಕ್ ಸೇರಿದಂತೆ ಹಲವರು ಪಾಲ್ಗೊಂಡಿದ್ದರು. [855,1891,1039,2115]
hostel-headline: ವಕೀಲರಿಗೆ ಪ್ರತ್ಯೇಕ ವಸತಿ ಯೋಜನೆ [1046,1465,1421,1496]
registration-dots-right [1364,2278,1416,2288]
film-row [1047,411,1419,430]
page-number-badge [93,83,192,126]
accident-caption: ಕರ್ನಾಟಕ ರಾಜ್ಯ ಕಾರ್ಮಿಕ ರಕ್ಷಕ ಕಟ್ಟಡ ಹಾಗೂ ಇತರೆ ನಿರ್ಮಾಣ ಕಾರ್ಮಿಕರ ಸಂಘದಿಂದ ಆರ್ಥಿಕ ಸಹಾಯದ ಚೆಕ್ ವಿತರಣೆ ಮಾಡಲಾಯಿತು. [1046,2020,1421,2054]
theatre-title: ತಿಬ್ಬಾದೇವಿ [1053,469,1093,484]
electric-sub1: ಬ್ಯಾಟರಿ ಸಮಸ್ಯೆಯಿಂದ ಅಪಘಾತ, ಸಾವು ನೋವು: [103,1138,317,1154]
film-shows: 4 ಪ್ರದರ್ಶನಗಳು [1361,341,1414,353]
film-row [1047,338,1419,356]
theatre-name [1047,430,1419,448]
quote2-col-b: ಕೆಲವು ಬಸ್‌ಗಳ ಬ್ಯಾಟರಿ ಬದಲಾವಣೆ ಪರಿಶೀಲನೆ ಮಾಡಿ ಅಗತ್ಯವಿದ್ದರೆ ಹೊಸ ಉಪಕರಣಗಳನ್ನು ಅಳವಡಿಸಲಾಗುತ್ತದೆ. ಸೇಫ್ಟಿ ಆಡಿಟ್‌ನಲ್ಲಿ ಇಂತಹ ಹಲವು ಮಾನದಂಡಗಳನ್ನು ಅನುಸರಿಸಲಾಗುತ್ತಿದೆ. [855,897,1039,968]
showtime-row: ಮಹಾಭೋಗ ರಾಜ್ (ಹಿಂ) ಮ: 1.50ಕ್ಕೆ [1047,999,1419,1015]
showtime-row: ಕ-ರ್‍ಯಾಂಪ್ (ತ) ಸಂ: 4.15ಕ್ಕೆ, ರಾ: 10.10ಕ್ಕೆ [1047,1015,1419,1031]
edu-col3: ಮತ್ತು ಕಾಲೇಜುಗಳಲ್ಲಿ ಸ್ವಚ್ಛತೆ, ಕುಡಿಯುವ ನೀರು ಹಾಗೂ ಶೌಚಾಲಯ ವ್ಯವಸ್ಥೆ ಕಲ್ಪಿಸಬೇಕು. 59,772 ಶಿಕ್ಷಕರ ಹುದ್ದೆಗಳು ಖಾಲಿ ಇವೆ. ಕೂಡಲೇ ಸರ್ಕಾರ ಇವುಗಳನ್ನು ಭರ್ತಿ ಮಾಡಬೇಕು. [474,2191,848,2224]
theatre-title: ಲಿಡೋ [1053,432,1081,447]
quote2-text: ಸೇಫ್ಟಿ ಆಡಿಟ್‌ಗೆ ನಿಯೋಜನೆ ಮಾಡಿರುವ ಡಿಪೋ ಮ್ಯಾನೇಜರ್ ನೇತೃತ್ವದ ತಂಡದಲ್ಲಿ ಕೆಲವು ಬದಲಾವಣೆ ಮಾಡಲಾಗಿದೆ. ಕಾರ್ಯನಿರ್ವಹಣಾ ಸೇಫ್ಟಿ ಆಡಿಟ್ ಕೆಲಸವನ್ನು ಶೀಘ್ರ ಮುಗಿಸುತ್ತೇವೆ. ರಾಜ್ಯ ರಸ್ತೆ ಸಾರಿಗೆ ಸಂಸ್ಥೆ ನಿಗದಿ ಮಾಡಿರುವ ಗಡುವಿನೊಳಗೆ ಸೇಫ್ಟಿ ಆಡಿಟ್ ಕಾರ್ಯ ಮಾಡಿ ಮುಗಿಸುತ್ತೇವೆ. [673,689,941,773]
theatre-title: ಪದ್ಮ [1053,175,1071,189]
film-title: ಡ್ಯೂಡ್ (ತ) [1053,194,1093,206]
film-shows: 4 ಪ್ರದರ್ಶನಗಳು [1361,305,1414,316]
edu-rule [92,1827,1039,1829]
registration-dot [120,2278,130,2288]
theatre-phone: (ದೂ: 2521923) [1336,176,1414,188]
power-story [664,1520,1039,1821]
quote1-byline: - ಶ್ರೀನಿವಾಸ್, ವಿಭಾಗೀಯ ನಿಯಂತ್ರಣಾಧಿಕಾರಿ, ಮೈಸೂರು ಗ್ರಾಮಾಂತರ [291,683,528,696]
registration-dot [92,2278,102,2288]
registration-dot [749,2278,759,2288]
registration-dot [777,2278,787,2288]
registration-dot [1392,2278,1402,2288]
electric-subhead [99,1137,459,1171]
registration-dot [1364,2278,1374,2288]
lead-bullets-line1: ●ಸುರಕ್ಷತಾ ಪರಿಶೀಲನೆಗೆ ಡಿಪೋ ಮ್ಯಾನೇಜರ್ ನೇತೃತ್ವದ ತಂಡ ರಚನೆ ●ಮೈಸೂರು, ಮಂಡ್ಯ, ಹಾಸನ, [96,238,689,259]
drc-header [1047,642,1419,691]
film-title: ಬೇಚುಕ್ಕಿ ಹಳ್ಳಕ್ಕ (ಕ) [1053,525,1115,537]
lead-kicker: ಕರ್ನೂಲ್ ಬಸ್ ಅಗ್ನಿ ದುರಂತದಿಂದ ಎಚ್ಚೆತ್ತುಕೊಂಡಂತಿರುವ ರಾಜ್ಯ ಸರ್ಕಾರ [140,136,604,160]
page-label: ಪುಟ [110,97,129,112]
film-title: ತಮ್ಮ (ಹಿಂ) [1053,452,1091,463]
film-title: ತಮ್ಮ (ಹಿಂ) [1053,268,1091,279]
theatre-list [1047,172,1419,540]
showtime-row: ಡೀಸೆಲ್ (ತ) ಮ: 1.40ಕ್ಕೆ [1047,983,1419,999]
fish-caption: ಸಮುದ್ರ ಆಹಾರ ಮತ್ತು ಮೀನು ಸ್ನ್ಯಾಕ್ ತಯಾರಿಕಾ ತರಬೇತಿ ಶಿಬಿರಕ್ಕೆ ಮೀನುಗಾರಿಕೆ ಇಲಾಖೆ ಉಪ ನಿರ್ದೇಶಕ ಜಿ.ಹೆಚ್.ಮಂಜುನಾಥ್ ಚಾಲನೆ ನೀಡಿದರು. [664,1394,1039,1428]
